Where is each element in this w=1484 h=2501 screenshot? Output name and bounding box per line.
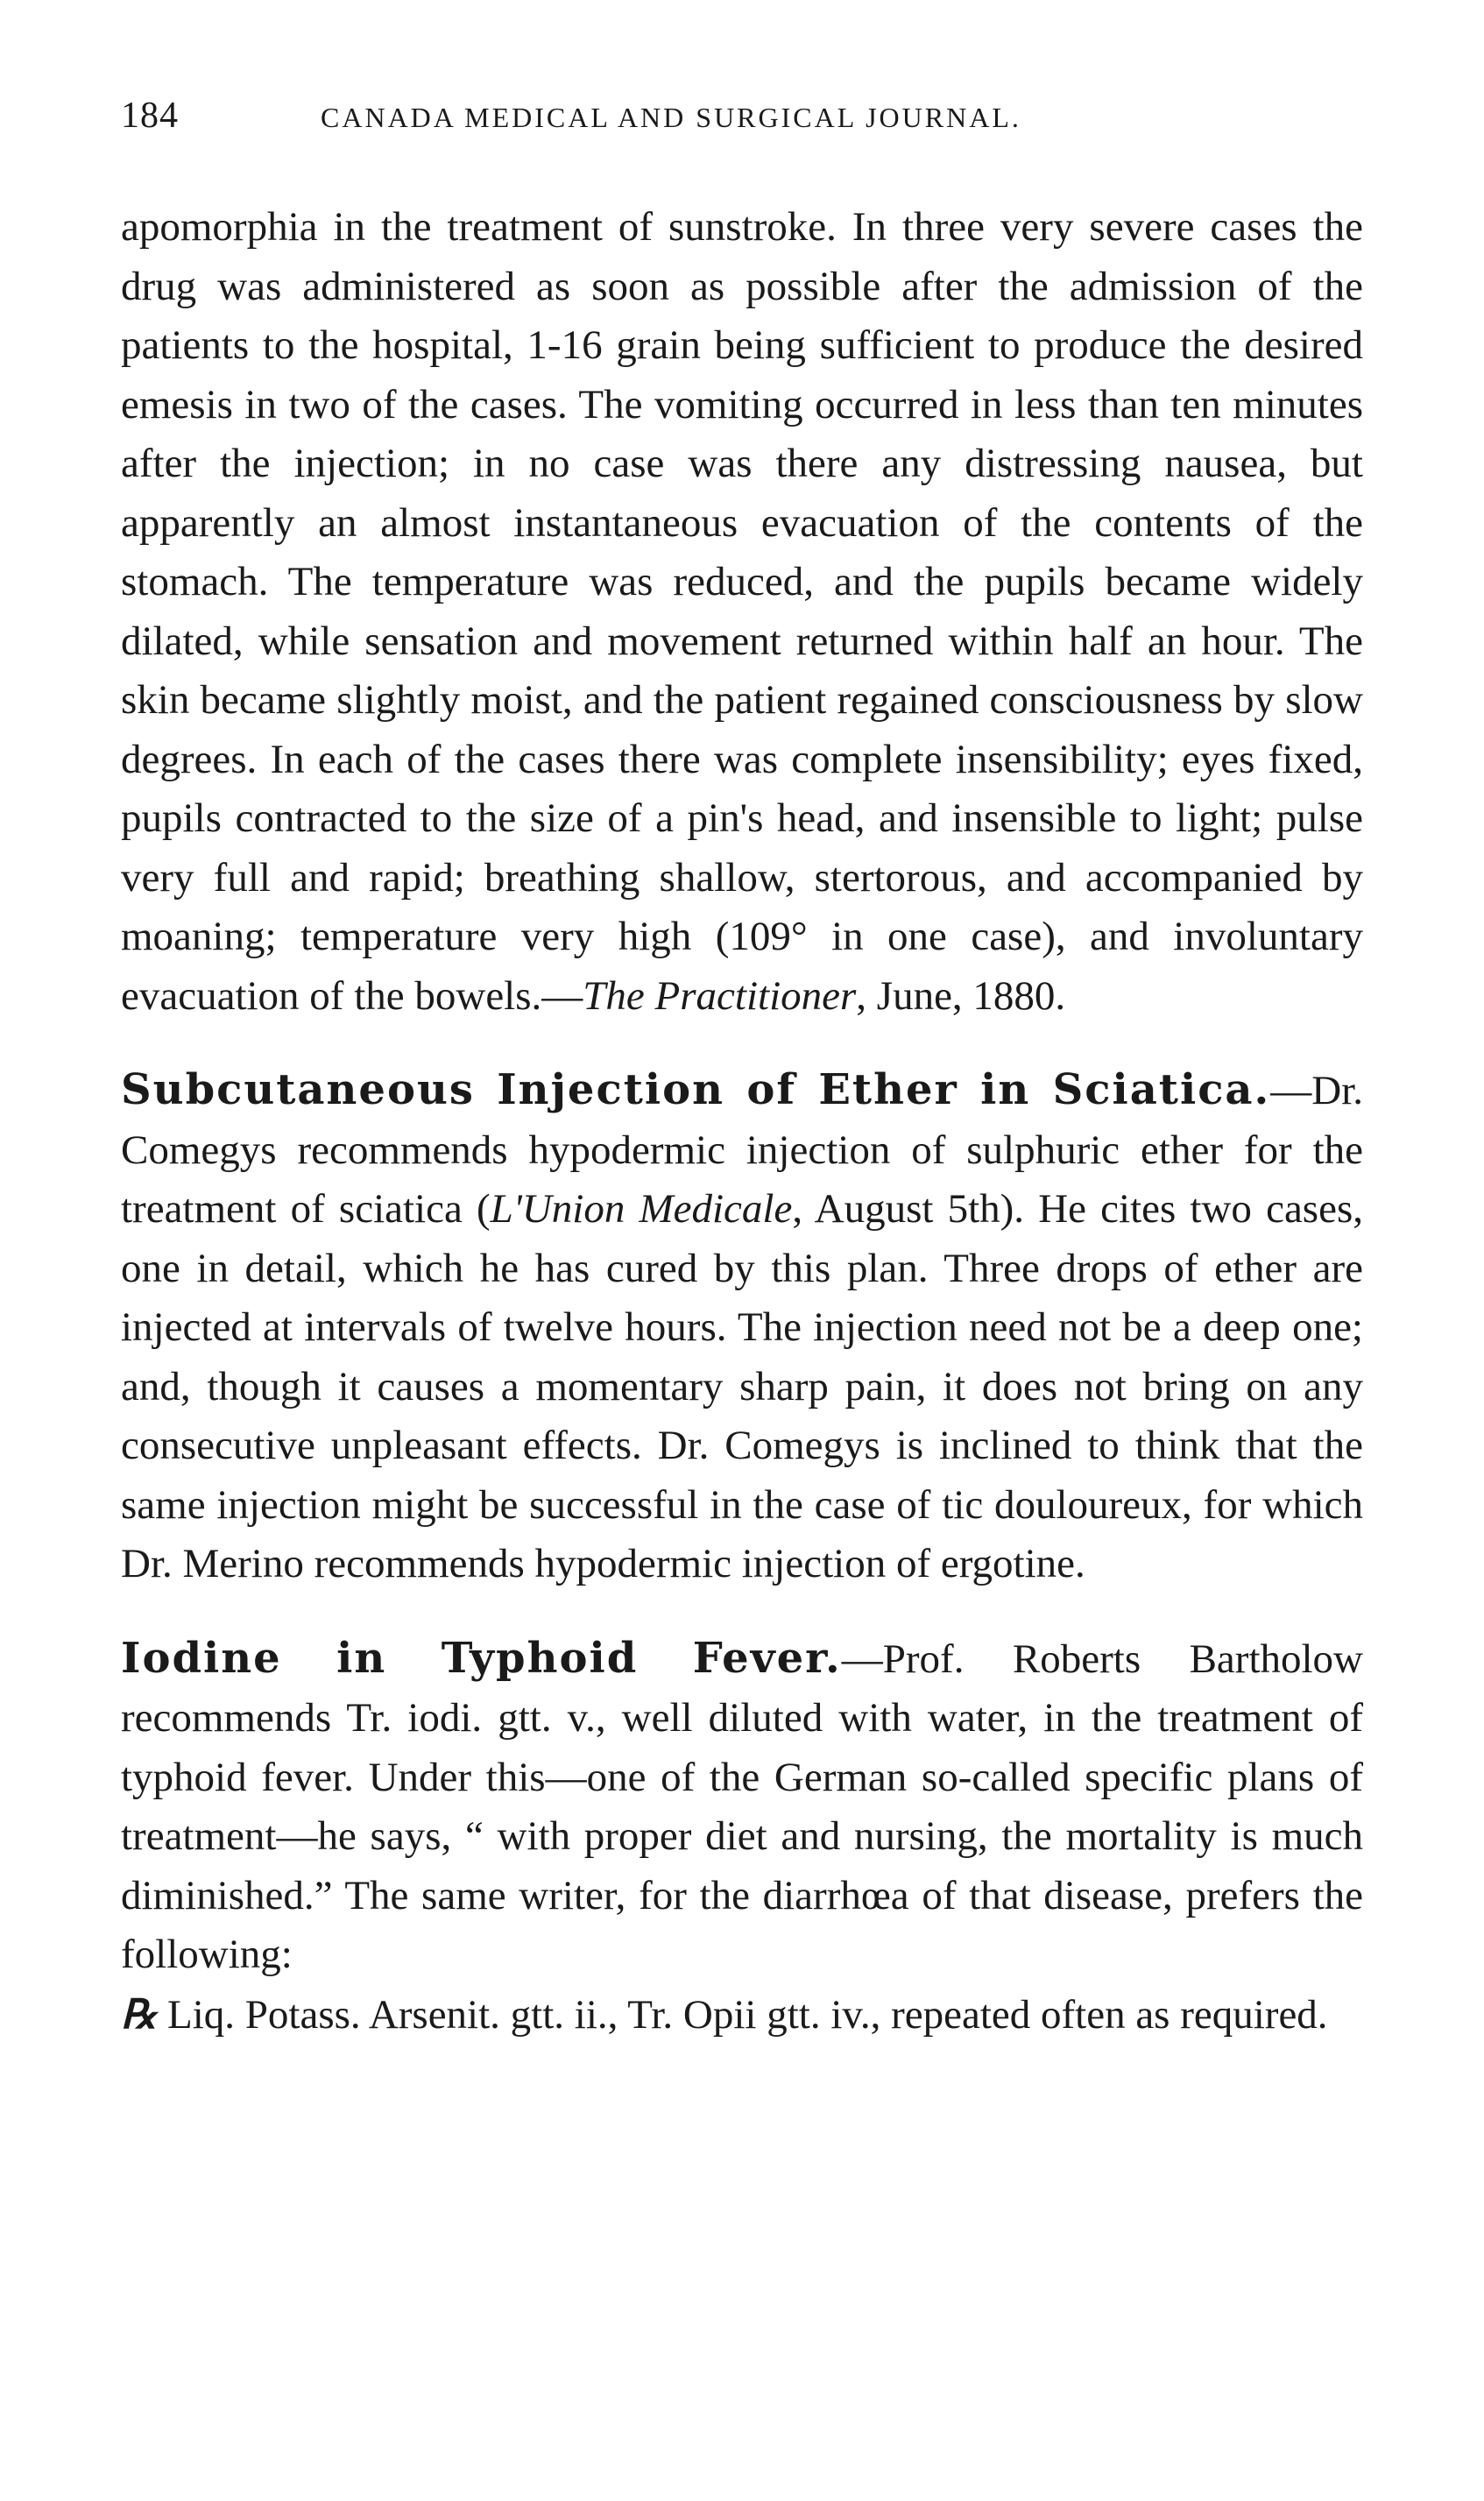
page-number: 184	[121, 95, 179, 136]
source-citation: The Practitioner	[583, 972, 857, 1019]
heading-dash: —	[1270, 1068, 1312, 1113]
paragraph-text: apomorphia in the treatment of sunstroke. In three very severe cases the drug was administered as soon as possible after the admission of the patients to the hospital, 1-16 grain being sufficient to produce the desired emesis in two of the cases. The vomiting occurred in less than ten minutes after the injection; in no case was there any distressing nausea, but apparently an almost instantaneous evacuation of the contents of the stomach. The temperature was reduced, and the pupils became widely dilated, while sensation and movement returned within half an hour. The skin became slightly moist, and the patient regained consciousness by slow degrees. In each of the cases there was complete insensibility; eyes fixed, pupils contracted to the size of a pin's head, and insensible to light; pulse very full and rapid; breathing shallow, stertorous, and accompanied by moaning; temperature very high (109° in one case), and involuntary evacuation of the bowels.—	[121, 204, 1363, 1019]
paragraph-text-end: , August 5th). He cites two cases, one in detail, which he has cured by this plan. Three drops of ether are injected at intervals of twelve hours. The injection need not be a deep one; and, though it causes a momentary sharp pain, it does not bring on any consecutive unpleasant effects. Dr. Comegys is inclined to think that the same injection might be successful in the case of tic douloureux, for which Dr. Merino recommends hypodermic injection of ergotine.	[121, 1186, 1363, 1586]
heading-dash: —	[841, 1636, 883, 1682]
section-heading-iodine: Iodine in Typhoid Fever.	[121, 1633, 842, 1683]
paragraph-text: Dr. Comegys recommends hypodermic injection of sulphuric ether for the treatment of sciatica (	[121, 1068, 1363, 1232]
section-heading-ether: Subcutaneous Injection of Ether in Sciatica.	[121, 1065, 1271, 1114]
paragraph-text-end: , June, 1880.	[856, 972, 1066, 1019]
prescription-symbol: ℞	[121, 1991, 158, 2037]
paragraph-text: Prof. Roberts Bartholow recommends Tr. iodi. gtt. v., well diluted with water, in the treatment of typhoid fever. Under this—one of the German so-called specific plans of treatment—he says, “ with proper diet and nursing, the mortality is much diminished.” The same writer, for the diarrhœa of that disease, prefers the following:	[121, 1636, 1364, 1977]
paragraph-sunstroke	[121, 198, 1363, 1026]
section-ether-sciatica	[121, 1061, 1363, 1594]
source-citation: L'Union Medicale	[490, 1186, 793, 1232]
section-iodine-typhoid	[121, 1629, 1363, 2045]
journal-page	[121, 95, 1363, 2045]
running-head	[121, 95, 1363, 156]
journal-title: CANADA MEDICAL AND SURGICAL JOURNAL.	[321, 102, 1021, 133]
paragraph-text-end: Liq. Potass. Arsenit. gtt. ii., Tr. Opii gtt. iv., repeated often as required.	[157, 1991, 1328, 2038]
